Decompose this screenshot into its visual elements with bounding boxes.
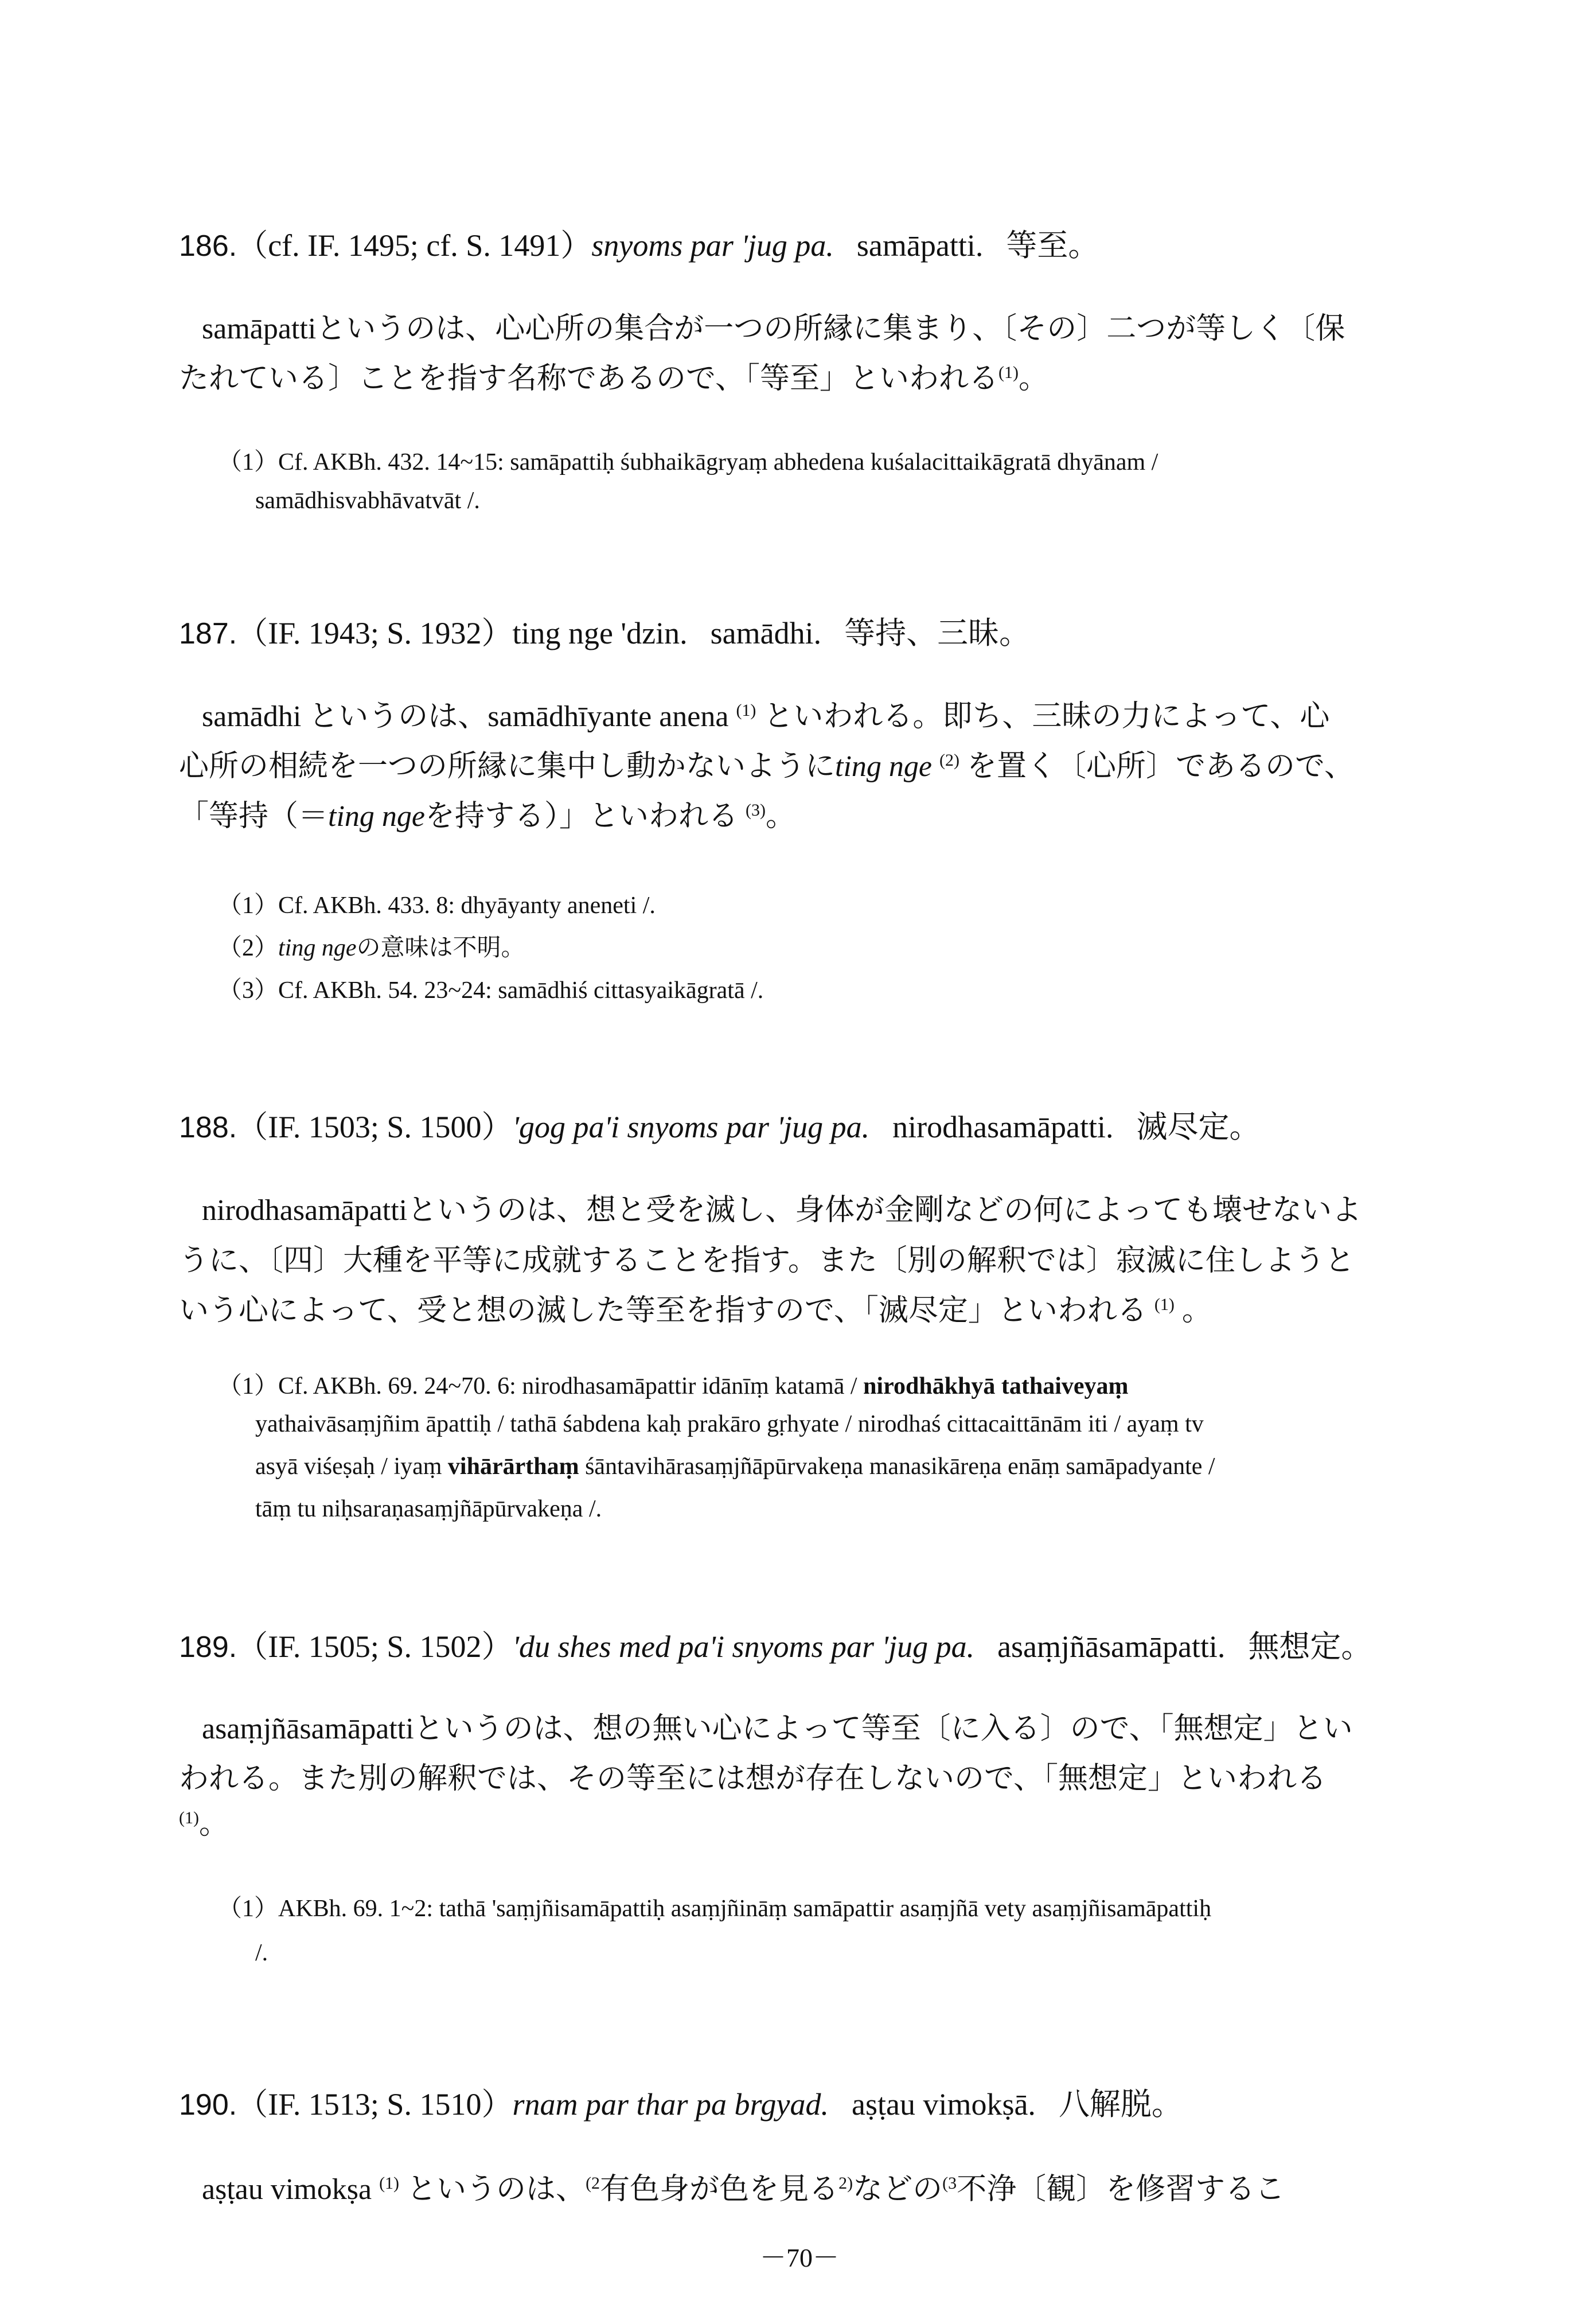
text: 「等持（＝	[179, 800, 329, 833]
paragraph-line: asaṃjñāsamāpattiというのは、想の無い心によって等至〔に入る〕ので、「無想定」とい	[202, 1713, 1353, 1745]
text: 有色身が色を見る	[600, 2173, 839, 2206]
footnote-line: yathaivāsaṃjñim āpattiḥ / tathā śabdena kaḥ prakāro gṛhyate / nirodhaś cittacaittānām iti / ayaṃ tv	[255, 1411, 1204, 1437]
sanskrit-term: aṣṭau vimokṣā.	[851, 2087, 1036, 2122]
sanskrit-term: asaṃjñāsamāpatti.	[997, 1629, 1226, 1664]
sanskrit-term: samādhi.	[710, 616, 822, 650]
note-mark: (1)	[736, 701, 756, 720]
tibetan-term: ting nge 'dzin.	[512, 616, 688, 650]
text: asyā viśeṣaḥ / iyaṃ	[255, 1453, 448, 1480]
footnote-line	[218, 929, 525, 963]
footnote-line: /.	[255, 1940, 268, 1966]
tibetan-term: 'du shes med pa'i snyoms par 'jug pa.	[512, 1629, 975, 1664]
entry-ref: （IF. 1505; S. 1502）	[237, 1629, 513, 1664]
paragraph-line	[202, 2165, 1285, 2208]
japanese-term: 等至。	[1006, 228, 1099, 263]
text: を置く〔心所〕であるので、	[966, 750, 1354, 783]
paragraph-line: うに、〔四〕大種を平等に成就することを指す。また〔別の解釈では〕寂滅に住しようと	[179, 1245, 1355, 1277]
text: ting nge	[328, 800, 425, 833]
tibetan-term: rnam par thar pa brgyad.	[512, 2087, 829, 2122]
note-mark: (2	[586, 2174, 600, 2193]
paragraph-line	[179, 354, 1048, 397]
text: 。	[198, 1808, 229, 1841]
paragraph-line	[179, 1799, 229, 1842]
entry-186-heading	[179, 221, 1099, 265]
entry-number: 189.	[179, 1631, 237, 1664]
japanese-term: 無想定。	[1248, 1629, 1372, 1664]
text: śāntavihārasaṃjñāpūrvakeṇa manasikāreṇa enāṃ samāpadyante /	[579, 1453, 1215, 1480]
note-mark: (1)	[1154, 1295, 1175, 1314]
paragraph-line	[202, 692, 1329, 735]
text: 。	[1018, 362, 1048, 395]
paragraph-line: samāpattiというのは、心心所の集合が一つの所縁に集まり、〔その〕二つが等しく〔保	[202, 313, 1345, 345]
entry-ref: （IF. 1943; S. 1932）	[237, 616, 513, 650]
text: ting nge	[278, 935, 357, 961]
footnote-line: （1）Cf. AKBh. 433. 8: dhyāyanty aneneti /.	[218, 892, 656, 919]
note-mark: (1)	[179, 1808, 199, 1827]
text: などの	[853, 2173, 943, 2206]
note-mark: (3	[942, 2174, 957, 2193]
text: nirodhākhyā tathaiveyaṃ	[863, 1373, 1129, 1399]
paragraph-line: nirodhasamāpattiというのは、想と受を滅し、身体が金剛などの何によっても壊せないよ	[202, 1194, 1362, 1227]
text: vihārārthaṃ	[447, 1453, 579, 1480]
page-number: －70－	[760, 2243, 839, 2272]
tibetan-term: snyoms par 'jug pa.	[591, 228, 834, 263]
text: といわれる。即ち、三昧の力によって、心	[763, 700, 1330, 733]
note-mark: (1)	[998, 363, 1019, 382]
text: samādhi というのは、samādhīyante anena	[202, 700, 729, 733]
entry-number: 188.	[179, 1111, 237, 1144]
footnote-line: samādhisvabhāvatvāt /.	[255, 488, 480, 514]
entry-188-heading	[179, 1102, 1261, 1147]
paragraph-line	[179, 742, 1354, 785]
footnote-line: （1）Cf. AKBh. 432. 14~15: samāpattiḥ śubhaikāgryaṃ abhedena kuśalacittaikāgratā dhyānam /	[218, 449, 1158, 475]
footnote-line: （1）AKBh. 69. 1~2: tathā 'saṃjñisamāpattiḥ asaṃjñināṃ samāpattir asaṃjñā vety asaṃjñisamāpattiḥ	[218, 1896, 1212, 1922]
tibetan-term: 'gog pa'i snyoms par 'jug pa.	[512, 1110, 870, 1144]
paragraph-line	[179, 791, 795, 835]
sanskrit-term: samāpatti.	[856, 228, 984, 263]
text: （2）	[218, 935, 279, 961]
text: 。	[1181, 1294, 1212, 1327]
text: （1）Cf. AKBh. 69. 24~70. 6: nirodhasamāpattir idānīṃ katamā /	[218, 1373, 864, 1399]
text: たれている〕ことを指す名称であるので、「等至」といわれる	[179, 362, 998, 395]
entry-number: 190.	[179, 2088, 237, 2122]
text: というのは、	[407, 2173, 586, 2206]
paragraph-line	[179, 1286, 1212, 1329]
footnote-line	[218, 1367, 1129, 1401]
entry-number: 186.	[179, 229, 237, 263]
japanese-term: 等持、三昧。	[844, 616, 1031, 650]
note-mark: (1)	[379, 2174, 400, 2193]
entry-187-heading	[179, 609, 1030, 653]
entry-ref: （IF. 1503; S. 1500）	[237, 1110, 513, 1144]
paragraph-line: われる。また別の解釈では、その等至には想が存在しないので、「無想定」といわれる	[179, 1763, 1327, 1795]
entry-ref: （cf. IF. 1495; cf. S. 1491）	[237, 228, 592, 263]
text: いう心によって、受と想の滅した等至を指すので、「滅尽定」といわれる	[179, 1294, 1147, 1327]
footnote-line: （3）Cf. AKBh. 54. 23~24: samādhiś cittasyaikāgratā /.	[218, 977, 764, 1004]
footnote-line: tāṃ tu niḥsaraṇasaṃjñāpūrvakeṇa /.	[255, 1496, 602, 1522]
note-mark: (3)	[746, 801, 766, 820]
text: ting nge	[835, 750, 932, 783]
note-mark: (2)	[939, 751, 959, 770]
entry-ref: （IF. 1513; S. 1510）	[237, 2087, 513, 2122]
text: 。	[766, 800, 796, 833]
japanese-term: 滅尽定。	[1136, 1110, 1261, 1144]
japanese-term: 八解脱。	[1058, 2087, 1183, 2122]
footnote-line	[255, 1453, 1215, 1480]
text: 不浄〔観〕を修習するこ	[957, 2173, 1285, 2206]
entry-number: 187.	[179, 617, 237, 650]
sanskrit-term: nirodhasamāpatti.	[892, 1110, 1114, 1144]
entry-190-heading	[179, 2080, 1183, 2124]
text: を持する）」といわれる	[425, 800, 739, 833]
note-mark: 2)	[838, 2174, 853, 2193]
text: aṣṭau vimokṣa	[202, 2173, 372, 2206]
entry-189-heading	[179, 1622, 1372, 1666]
text: の意味は不明。	[356, 935, 525, 961]
text: 心所の相続を一つの所縁に集中し動かないように	[179, 750, 836, 783]
